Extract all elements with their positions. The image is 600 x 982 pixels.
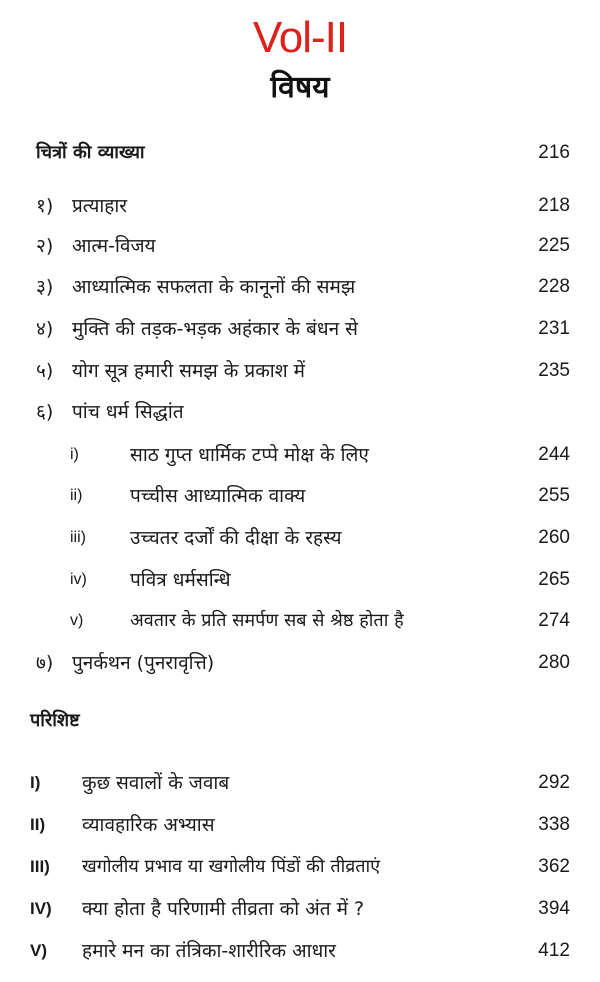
subentry-page: 260 — [538, 527, 570, 548]
toc-entry — [0, 231, 600, 261]
section-heading-text: चित्रों की व्याख्या — [36, 142, 145, 163]
entry-title: मुक्ति की तड़क-भड़क अहंकार के बंधन से — [72, 318, 359, 340]
page-title: विषय — [270, 70, 330, 105]
entry-title: आत्म-विजय — [72, 235, 156, 257]
entry-title: आध्यात्मिक सफलता के कानूनों की समझ — [72, 276, 356, 298]
subentry-title: साठ गुप्त धार्मिक टप्पे मोक्ष के लिए — [130, 444, 369, 466]
subentry-page: 244 — [538, 444, 570, 465]
subentry-title: उच्चतर दर्जों की दीक्षा के रहस्य — [130, 527, 342, 549]
subentry-page: 274 — [538, 610, 570, 631]
toc-entry — [0, 894, 600, 924]
entry-number: १) — [36, 195, 54, 217]
entry-number: ५) — [36, 360, 54, 382]
entry-title: योग सूत्र हमारी समझ के प्रकाश में — [72, 360, 306, 382]
toc-entry — [0, 936, 600, 966]
subentry-number: i) — [70, 446, 79, 463]
entry-number: ३) — [36, 276, 54, 298]
subentry-number: iv) — [70, 571, 87, 588]
entry-title: खगोलीय प्रभाव या खगोलीय पिंडों की तीव्रताएं — [82, 856, 381, 877]
entry-number: V) — [30, 941, 47, 960]
entry-page: 338 — [538, 814, 570, 835]
subentry-number: ii) — [70, 487, 83, 504]
entry-page: 292 — [538, 772, 570, 793]
entry-number: II) — [30, 815, 46, 834]
toc-entry — [0, 768, 600, 798]
toc-entry — [0, 852, 600, 882]
toc-subentry — [0, 481, 600, 511]
subentry-page: 265 — [538, 569, 570, 590]
entry-title: व्यावहारिक अभ्यास — [82, 814, 215, 836]
toc-section-heading — [0, 138, 600, 168]
toc-entry — [0, 648, 600, 678]
toc-entry — [0, 397, 600, 427]
entry-number: ४) — [36, 318, 54, 340]
entry-page: 218 — [538, 195, 570, 216]
entry-number: २) — [36, 235, 54, 257]
entry-number: IV) — [30, 899, 52, 918]
entry-title: प्रत्याहार — [72, 195, 128, 217]
entry-page: 362 — [538, 856, 570, 877]
toc-subentry — [0, 565, 600, 595]
toc-entry — [0, 810, 600, 840]
entry-number: I) — [30, 773, 41, 792]
toc-subentry — [0, 523, 600, 553]
toc-entry — [0, 356, 600, 386]
entry-page: 231 — [538, 318, 570, 339]
entry-title: क्या होता है परिणामी तीव्रता को अंत में ? — [82, 898, 365, 920]
section-heading-text: परिशिष्ट — [30, 710, 80, 731]
entry-title: कुछ सवालों के जवाब — [82, 772, 230, 794]
toc-subentry — [0, 440, 600, 470]
section-heading-page: 216 — [538, 142, 570, 163]
toc-subentry — [0, 606, 600, 636]
entry-page: 228 — [538, 276, 570, 297]
volume-label: Vol-II — [252, 13, 348, 62]
entry-page: 394 — [538, 898, 570, 919]
entry-number: ७) — [36, 652, 54, 674]
toc-entry — [0, 191, 600, 221]
subentry-number: iii) — [70, 529, 86, 546]
subentry-page: 255 — [538, 485, 570, 506]
subentry-title: पवित्र धर्मसन्धि — [130, 569, 231, 591]
entry-number: III) — [30, 857, 50, 876]
entry-page: 280 — [538, 652, 570, 673]
entry-title: पांच धर्म सिद्धांत — [72, 401, 184, 423]
subentry-title: पच्चीस आध्यात्मिक वाक्य — [130, 485, 306, 507]
entry-page: 412 — [538, 940, 570, 961]
toc-section-heading — [0, 706, 600, 736]
toc-entry — [0, 272, 600, 302]
entry-number: ६) — [36, 401, 54, 423]
subentry-title: अवतार के प्रति समर्पण सब से श्रेष्ठ होता है — [130, 610, 404, 631]
subentry-number: v) — [70, 612, 84, 629]
entry-title: हमारे मन का तंत्रिका-शारीरिक आधार — [82, 940, 336, 962]
toc-entry — [0, 314, 600, 344]
entry-page: 225 — [538, 235, 570, 256]
entry-title: पुनर्कथन (पुनरावृत्ति) — [72, 652, 215, 674]
entry-page: 235 — [538, 360, 570, 381]
